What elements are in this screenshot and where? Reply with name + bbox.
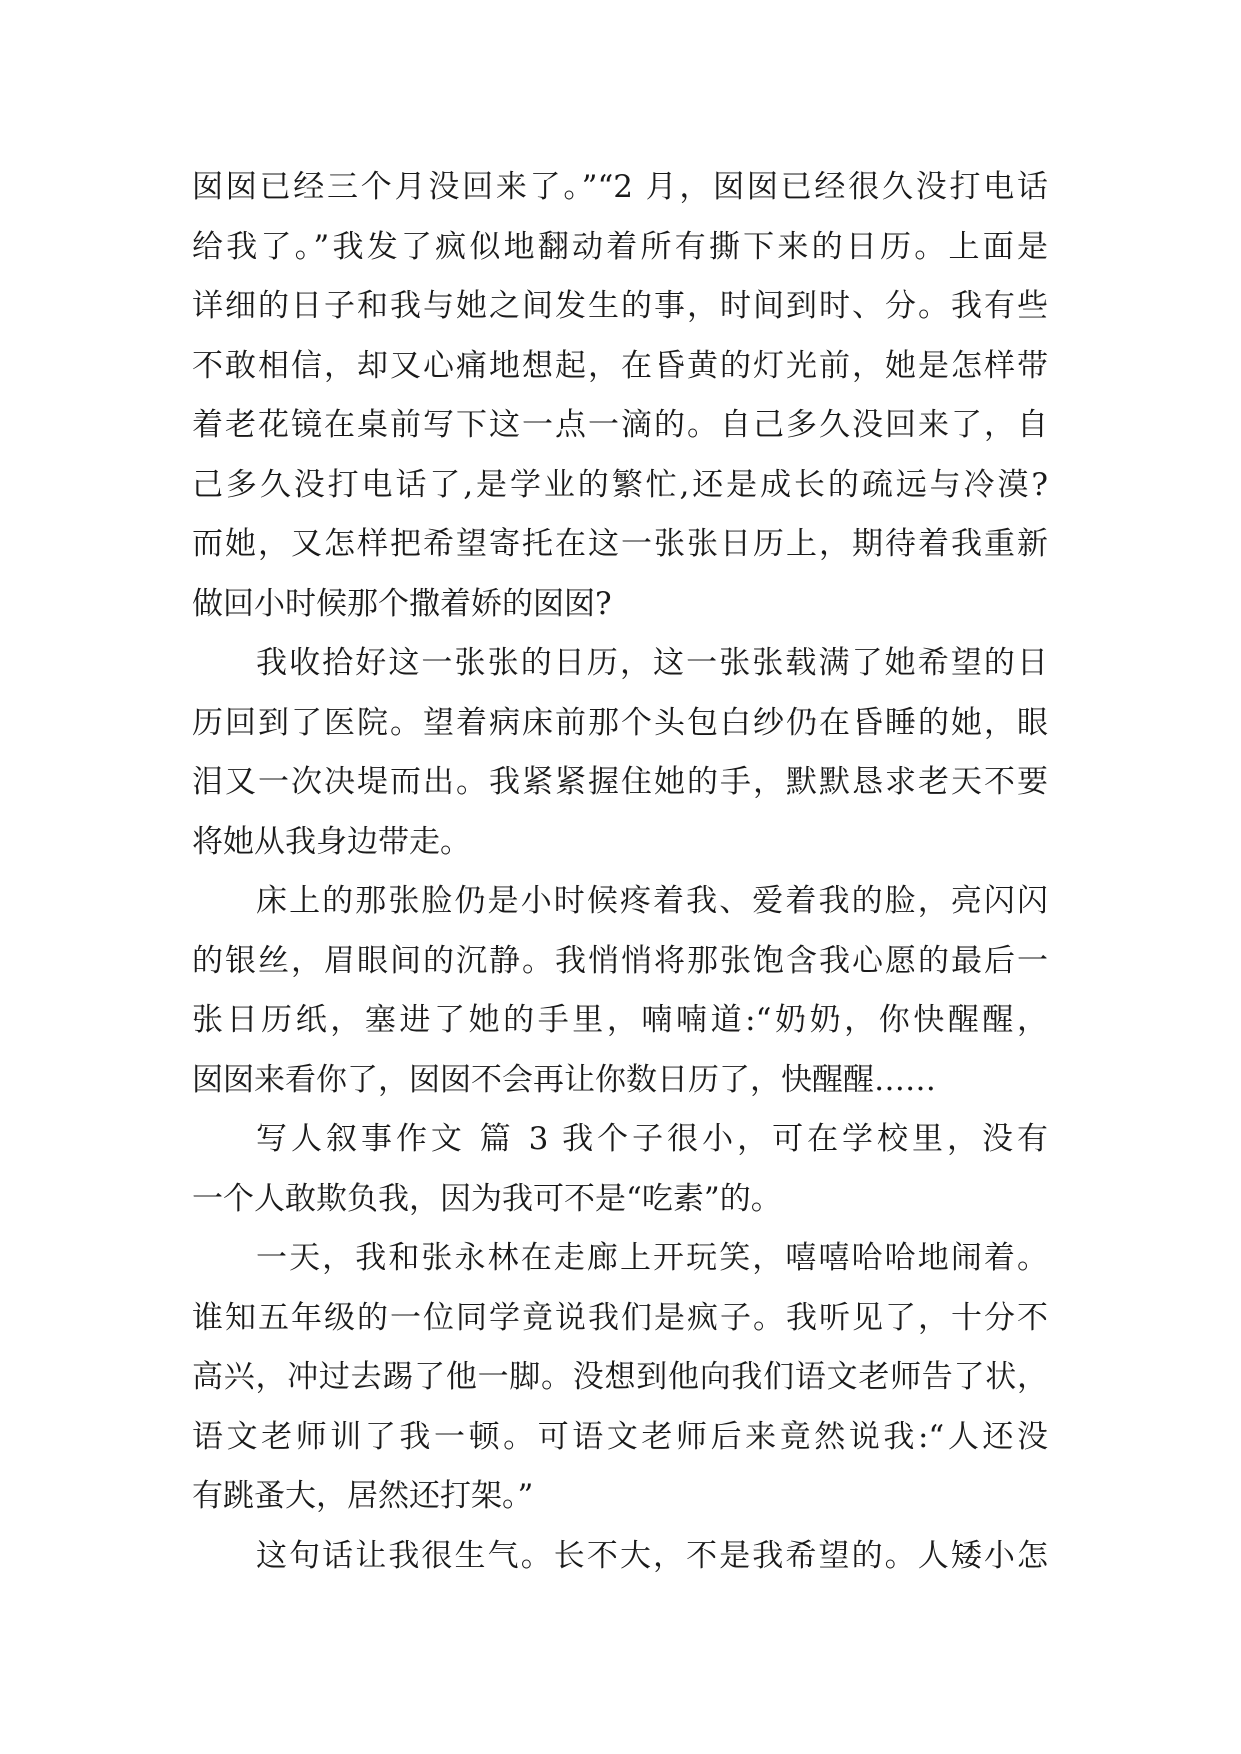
text-line: 己多久没打电话了,是学业的繁忙,还是成长的疏远与冷漠? [192, 466, 1048, 503]
paragraph-first-line: 床上的那张脸仍是小时候疼着我、爱着我的脸，亮闪闪 [256, 883, 1048, 919]
text-line: 给我了。”我发了疯似地翻动着所有撕下来的日历。上面是 [192, 228, 1048, 265]
text-line: 有跳蚤大，居然还打架。” [192, 1478, 534, 1514]
paragraph-first-line: 这句话让我很生气。长不大，不是我希望的。人矮小怎 [256, 1537, 1048, 1574]
text-line: 详细的日子和我与她之间发生的事，时间到时、分。我有些 [192, 288, 1048, 324]
text-line: 囡囡已经三个月没回来了。”“2 月，囡囡已经很久没打电话 [192, 169, 1048, 205]
text-line: 着老花镜在桌前写下这一点一滴的。自己多久没回来了，自 [192, 407, 1048, 443]
section-heading-line: 写人叙事作文 篇 3 我个子很小，可在学校里，没有 [256, 1121, 1048, 1157]
text-line: 谁知五年级的一位同学竟说我们是疯子。我听见了，十分不 [192, 1299, 1048, 1336]
text-line: 一个人敢欺负我，因为我可不是“吃素”的。 [192, 1180, 782, 1217]
text-line: 囡囡来看你了，囡囡不会再让你数日历了，快醒醒…… [192, 1061, 936, 1098]
text-line: 做回小时候那个撒着娇的囡囡? [192, 585, 612, 622]
text-line: 而她，又怎样把希望寄托在这一张张日历上，期待着我重新 [192, 526, 1048, 562]
text-line: 张日历纸，塞进了她的手里，喃喃道:“奶奶，你快醒醒， [192, 1002, 1048, 1038]
text-line: 高兴，冲过去踢了他一脚。没想到他向我们语文老师告了状， [192, 1359, 1048, 1395]
paragraph-first-line: 一天，我和张永林在走廊上开玩笑，嘻嘻哈哈地闹着。 [256, 1240, 1048, 1276]
text-line: 泪又一次决堤而出。我紧紧握住她的手，默默恳求老天不要 [192, 764, 1048, 800]
text-line: 的银丝，眉眼间的沉静。我悄悄将那张饱含我心愿的最后一 [192, 942, 1048, 979]
paragraph-first-line: 我收拾好这一张张的日历，这一张张载满了她希望的日 [256, 645, 1048, 681]
text-line: 不敢相信，却又心痛地想起，在昏黄的灯光前，她是怎样带 [192, 347, 1048, 384]
text-line: 将她从我身边带走。 [192, 823, 471, 860]
body-text [192, 158, 1048, 1586]
text-line: 语文老师训了我一顿。可语文老师后来竟然说我:“人还没 [192, 1418, 1048, 1455]
text-line: 历回到了医院。望着病床前那个头包白纱仍在昏睡的她，眼 [192, 704, 1048, 741]
